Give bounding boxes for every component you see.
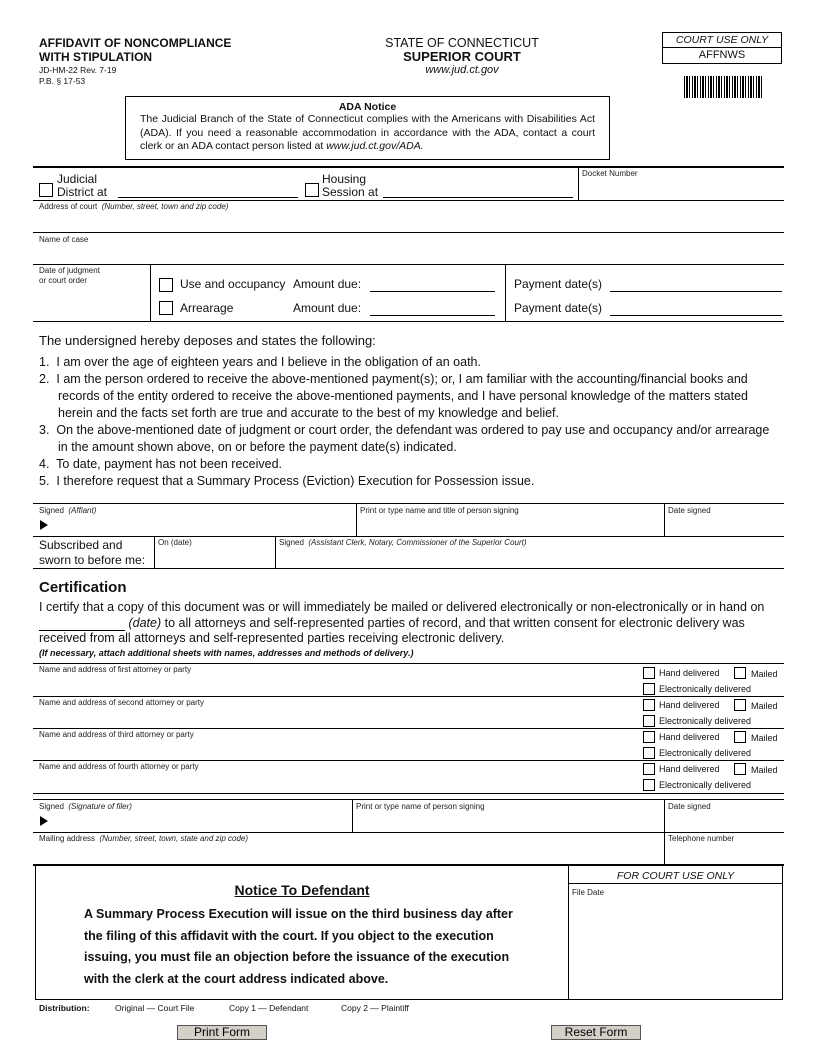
party-4-electronic-label: Electronically delivered [659, 780, 752, 790]
officer-signed-text: Signed [279, 538, 304, 547]
affiant-print-name-input[interactable] [362, 518, 658, 530]
certification-heading: Certification [39, 579, 127, 596]
statement-text: On the above-mentioned date of judgment or court order, the defendant was ordered to pay use and occupancy and/or arrearage in the amount shown above, on or before the payment date(s) indicated. [56, 423, 770, 454]
notice-title: Notice To Defendant [234, 882, 370, 898]
distribution-copy2: Copy 2 — Plaintiff [341, 1003, 409, 1013]
mailing-address-label [39, 834, 248, 843]
officer-signed-label [279, 538, 527, 547]
sign-here-arrow-icon [40, 520, 48, 530]
statement-item: 2. I am the person ordered to receive the above-mentioned payment(s); or, I am familiar with the accounting/financial books and records of the entity ordered to receive the above-mentioned payments, and I have personal knowledge of the matters stated herein and the facts set forth are true and accurate to the best of my knowledge and belief. [39, 372, 748, 420]
judgment-date-input[interactable] [40, 296, 144, 308]
filer-sign-here-arrow-icon [40, 816, 48, 826]
ada-notice-box [125, 96, 610, 160]
judicial-label-line1: Judicial [57, 172, 98, 186]
court-name: SUPERIOR COURT [403, 49, 521, 64]
on-date-input[interactable] [160, 550, 270, 562]
party-2-label: Name and address of second attorney or party [39, 698, 204, 707]
filer-signed-label [39, 802, 132, 811]
ada-text [140, 113, 595, 154]
party-1-hand-delivered-checkbox[interactable] [643, 667, 655, 679]
party-1-mailed-label: Mailed [751, 669, 778, 679]
statement-text: I therefore request that a Summary Process (Eviction) Execution for Possession issue. [56, 474, 535, 488]
reset-form-button[interactable]: Reset Form [551, 1025, 641, 1040]
certification-note: (If necessary, attach additional sheets with names, addresses and methods of delivery.) [39, 648, 414, 658]
form-title-line1: AFFIDAVIT OF NONCOMPLIANCE [39, 36, 232, 50]
arrearage-amount-label: Amount due: [293, 301, 362, 315]
form-number-block [39, 65, 116, 87]
form-title-line2: WITH STIPULATION [39, 50, 153, 64]
party-1-electronic-label: Electronically delivered [659, 684, 752, 694]
distribution-copy1: Copy 1 — Defendant [229, 1003, 309, 1013]
ada-body: The Judicial Branch of the State of Connecticut complies with the Americans with Disabilities Act (ADA). If you need a reasonable accommodation in accordance with the ADA, contact a court clerk or an ADA contact person listed at [140, 113, 595, 152]
affiant-print-name-label: Print or type name and title of person signing [360, 506, 519, 515]
judicial-label-line2: District at [57, 185, 108, 199]
ada-link[interactable]: www.jud.ct.gov/ADA. [326, 140, 424, 152]
affiant-date-signed-input[interactable] [670, 518, 780, 530]
affiant-signature-input[interactable] [54, 518, 350, 530]
judicial-district-input[interactable] [118, 184, 298, 198]
arrearage-checkbox[interactable] [159, 301, 173, 315]
use-occupancy-payment-input[interactable] [610, 278, 782, 292]
arrearage-payment-input[interactable] [610, 302, 782, 316]
party-1-label: Name and address of first attorney or party [39, 665, 192, 674]
housing-label-line1: Housing [322, 172, 367, 186]
certification-date-input[interactable] [39, 618, 125, 631]
statement-item: 1. I am over the age of eighteen years and I believe in the obligation of an oath. [39, 355, 481, 369]
arrearage-amount-input[interactable] [370, 302, 495, 316]
party-4-electronic-checkbox[interactable] [643, 779, 655, 791]
court-use-box-label: FOR COURT USE ONLY [569, 865, 782, 884]
subscribed-line2: sworn to before me: [39, 553, 146, 567]
docket-number-input[interactable] [584, 182, 774, 194]
party-3-hand-delivered-checkbox[interactable] [643, 731, 655, 743]
judicial-district-checkbox[interactable] [39, 183, 53, 197]
filer-print-name-label: Print or type name of person signing [356, 802, 485, 811]
judgment-date-label [39, 266, 100, 286]
party-2-electronic-label: Electronically delivered [659, 716, 752, 726]
affiant-signed-hint: (Affiant) [68, 506, 97, 515]
mailing-hint: (Number, street, town, state and zip code) [99, 834, 248, 843]
officer-signed-hint: (Assistant Clerk, Notary, Commissioner of the Superior Court) [308, 538, 527, 547]
address-of-court-label [39, 202, 228, 211]
use-occupancy-label: Use and occupancy [180, 277, 286, 291]
party-3-label: Name and address of third attorney or party [39, 730, 194, 739]
state-name: STATE OF CONNECTICUT [385, 36, 539, 50]
notice-body: A Summary Process Execution will issue on the third business day after the filing of this affidavit with the court. If you object to the execution issuing, you must file an objection before the issuance of the execution with the clerk at the court address indicated above. [84, 907, 513, 986]
filer-print-name-input[interactable] [358, 814, 658, 826]
party-4-hand-delivered-checkbox[interactable] [643, 763, 655, 775]
statements-intro: The undersigned hereby deposes and states the following: [39, 333, 376, 348]
party-4-mailed-label: Mailed [751, 765, 778, 775]
filer-signed-hint: (Signature of filer) [68, 802, 132, 811]
statement-text: I am over the age of eighteen years and I believe in the obligation of an oath. [56, 355, 481, 369]
party-3-electronic-checkbox[interactable] [643, 747, 655, 759]
on-date-label: On (date) [158, 538, 192, 547]
party-2-mailed-label: Mailed [751, 701, 778, 711]
party-2-hand-delivered-checkbox[interactable] [643, 699, 655, 711]
affiant-date-signed-label: Date signed [668, 506, 711, 515]
use-occupancy-amount-input[interactable] [370, 278, 495, 292]
party-1-electronic-checkbox[interactable] [643, 683, 655, 695]
party-2-input[interactable] [42, 710, 632, 722]
judgment-label-line2: or court order [39, 276, 88, 285]
statements-list [39, 354, 777, 490]
address-of-court-input[interactable] [42, 214, 772, 226]
filer-signature-input[interactable] [54, 814, 346, 826]
distribution-label: Distribution: [39, 1003, 90, 1013]
certification-text-part1: I certify that a copy of this document was or will immediately be mailed or delivered electronically or non-electronically or in hand on [39, 600, 765, 614]
judgment-label-line1: Date of judgment [39, 266, 100, 275]
certification-text [39, 600, 779, 647]
party-3-input[interactable] [42, 742, 632, 754]
mailing-address-input[interactable] [42, 846, 658, 858]
telephone-input[interactable] [670, 846, 780, 858]
party-3-mailed-label: Mailed [751, 733, 778, 743]
address-label-text: Address of court [39, 202, 98, 211]
address-hint: (Number, street, town and zip code) [101, 202, 229, 211]
name-of-case-input[interactable] [42, 246, 772, 258]
affiant-signed-label [39, 506, 96, 515]
housing-session-label [322, 173, 378, 199]
statement-text: To date, payment has not been received. [56, 457, 282, 471]
officer-signature-input[interactable] [282, 550, 778, 562]
arrearage-label: Arrearage [180, 301, 234, 315]
filer-date-signed-input[interactable] [670, 814, 780, 826]
mailing-label-text: Mailing address [39, 834, 96, 843]
print-form-button[interactable]: Print Form [177, 1025, 267, 1040]
arrearage-payment-label: Payment date(s) [514, 301, 603, 315]
judicial-district-label [57, 173, 107, 199]
barcode-image [684, 76, 762, 98]
party-2-mailed-checkbox[interactable] [734, 699, 746, 711]
name-of-case-label: Name of case [39, 235, 89, 244]
filer-signed-text: Signed [39, 802, 64, 811]
file-date-label: File Date [572, 888, 605, 897]
court-use-code: AFFNWS [698, 49, 746, 61]
party-4-hand-delivered-label: Hand delivered [659, 764, 720, 774]
court-heading [330, 36, 594, 77]
certification-text-part2: to all attorneys and self-represented parties of record, and that written consent for electronic delivery was received from all attorneys and self-represented parties receiving electronic delivery. [39, 615, 745, 645]
party-4-label: Name and address of fourth attorney or party [39, 762, 199, 771]
certification-date-word: (date) [128, 615, 162, 630]
rule-reference: P.B. § 17-53 [39, 76, 86, 86]
court-use-only-box [662, 32, 782, 64]
court-use-only-label: COURT USE ONLY [663, 33, 781, 48]
telephone-label: Telephone number [668, 834, 735, 843]
housing-session-checkbox[interactable] [305, 183, 319, 197]
court-website: www.jud.ct.gov [425, 64, 499, 76]
statement-text: I am the person ordered to receive the above-mentioned payment(s); or, I am familiar with the accounting/financial books and records of the entity ordered to receive the above-mentioned payments, and I have personal knowledge of the matters stated herein and the facts set forth are true and accurate to the best of my knowledge and belief. [56, 372, 748, 420]
distribution-original: Original — Court File [115, 1003, 195, 1013]
housing-label-line2: Session at [322, 185, 379, 199]
form-title [39, 36, 231, 64]
party-3-electronic-label: Electronically delivered [659, 748, 752, 758]
party-4-input[interactable] [42, 774, 632, 786]
party-4-mailed-checkbox[interactable] [734, 763, 746, 775]
party-3-mailed-checkbox[interactable] [734, 731, 746, 743]
affiant-signed-text: Signed [39, 506, 64, 515]
party-1-mailed-checkbox[interactable] [734, 667, 746, 679]
court-use-box [568, 865, 783, 1000]
party-1-hand-delivered-label: Hand delivered [659, 668, 720, 678]
housing-session-input[interactable] [383, 184, 573, 198]
filer-date-signed-label: Date signed [668, 802, 711, 811]
subscribed-sworn-label [39, 538, 145, 568]
subscribed-line1: Subscribed and [39, 538, 123, 552]
party-3-hand-delivered-label: Hand delivered [659, 732, 720, 742]
ada-title: ADA Notice [338, 101, 397, 113]
use-occupancy-payment-label: Payment date(s) [514, 277, 603, 291]
party-1-input[interactable] [42, 678, 632, 690]
party-2-electronic-checkbox[interactable] [643, 715, 655, 727]
use-occupancy-checkbox[interactable] [159, 278, 173, 292]
form-number: JD-HM-22 Rev. 7-19 [39, 65, 117, 75]
statement-item: 3. On the above-mentioned date of judgment or court order, the defendant was ordered to pay use and occupancy and/or arrearage in the amount shown above, on or before the payment date(s) indicated. [39, 423, 770, 454]
statement-item: 5. I therefore request that a Summary Process (Eviction) Execution for Possession issue. [39, 474, 535, 488]
use-occupancy-amount-label: Amount due: [293, 277, 362, 291]
notice-to-defendant-box [35, 865, 568, 1000]
statement-item: 4. To date, payment has not been received. [39, 457, 282, 471]
docket-number-label: Docket Number [582, 169, 638, 178]
party-2-hand-delivered-label: Hand delivered [659, 700, 720, 710]
